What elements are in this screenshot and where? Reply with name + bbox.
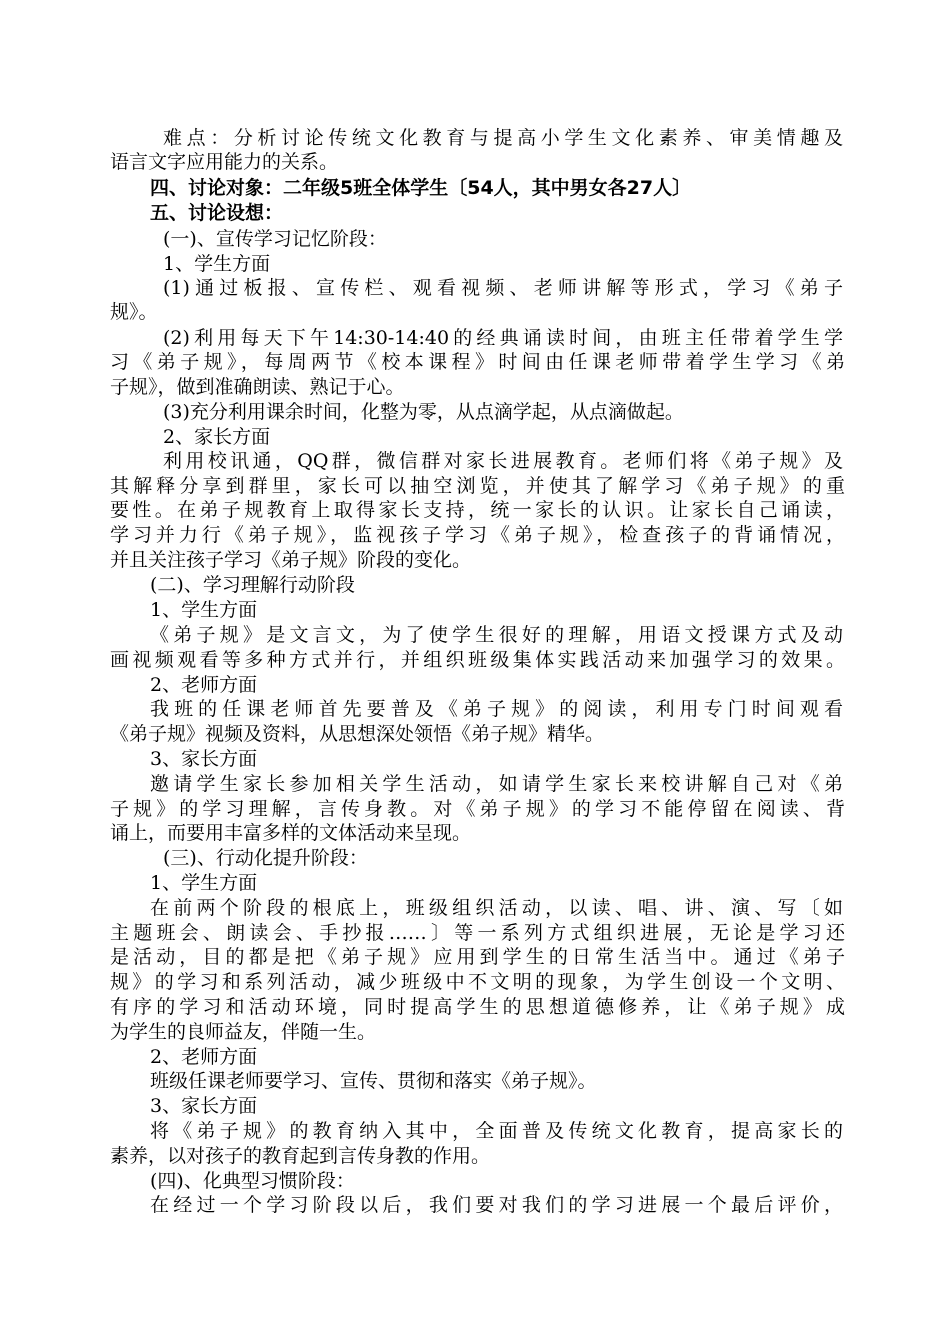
text-line: 在前两个阶段的根底上，班级组织活动，以读、唱、讲、演、写〔如: [150, 897, 843, 919]
subsection-heading: (二)、学习理解行动阶段: [150, 574, 355, 596]
text-line: 素养，以对孩子的教育起到言传身教的作用。: [110, 1145, 491, 1167]
text-line: (3)充分利用课余时间，化整为零，从点滴学起，从点滴做起。: [163, 401, 684, 423]
section-heading: 五、讨论设想：: [150, 202, 284, 224]
text-line: 并且关注孩子学习《弟子规》阶段的变化。: [110, 549, 472, 571]
text-line: 《弟子规》视频及资料，从思想深处领悟《弟子规》精华。: [110, 723, 605, 745]
text-line: 是活动，目的都是把《弟子规》应用到学生的日常生活当中。通过《弟子: [110, 946, 845, 968]
text-line: 画视频观看等多种方式并行，并组织班级集体实践活动来加强学习的效果。: [110, 649, 845, 671]
item-heading: 1、学生方面: [163, 253, 271, 275]
text-line: 在经过一个学习阶段以后，我们要对我们的学习进展一个最后评价，: [150, 1194, 843, 1216]
text-line: 班级任课老师要学习、宣传、贯彻和落实《弟子规》。: [150, 1070, 597, 1092]
item-heading: 3、家长方面: [150, 1095, 258, 1117]
text-line: 邀请学生家长参加相关学生活动，如请学生家长来校讲解自己对《弟: [150, 773, 843, 795]
text-line: 学习并力行《弟子规》，监视孩子学习《弟子规》，检查孩子的背诵情况，: [110, 524, 845, 546]
text-line: 有序的学习和活动环境，同时提高学生的思想道德修养，让《弟子规》成: [110, 996, 845, 1018]
subsection-heading: (一)、宣传学习记忆阶段：: [163, 228, 387, 250]
item-heading: 3、家长方面: [150, 748, 258, 770]
text-line: (1)通过板报、宣传栏、观看视频、老师讲解等形式，学习《弟子: [163, 277, 843, 299]
item-heading: 2、老师方面: [150, 674, 258, 696]
text-line: 子规》的学习理解，言传身教。对《弟子规》的学习不能停留在阅读、背: [110, 798, 845, 820]
text-line: 为学生的良师益友，伴随一生。: [110, 1021, 377, 1043]
text-line: 利用校讯通，QQ群，微信群对家长进展教育。老师们将《弟子规》及: [163, 450, 843, 472]
item-heading: 2、家长方面: [163, 426, 271, 448]
text-line: 习《弟子规》，每周两节《校本课程》时间由任课老师带着学生学习《弟: [110, 351, 845, 373]
text-line: 我班的任课老师首先要普及《弟子规》的阅读，利用专门时间观看: [150, 698, 843, 720]
item-heading: 1、学生方面: [150, 872, 258, 894]
text-line: 要性。在弟子规教育上取得家长支持，统一家长的认识。让家长自己诵读，: [110, 499, 845, 521]
subsection-heading: (四)、化典型习惯阶段：: [150, 1170, 355, 1192]
text-line: 规》的学习和系列活动，减少班级中不文明的现象，为学生创设一个文明、: [110, 971, 845, 993]
subsection-heading: (三)、行动化提升阶段：: [163, 847, 368, 869]
text-line: 诵上，而要用丰富多样的文体活动来呈现。: [110, 822, 472, 844]
text-line: 主题班会、朗读会、手抄报……〕等一系列方式组织进展，无论是学习还: [110, 922, 845, 944]
text-line: 难点：分析讨论传统文化教育与提高小学生文化素养、审美情趣及: [163, 127, 843, 149]
item-heading: 2、老师方面: [150, 1046, 258, 1068]
text-line: 语言文字应用能力的关系。: [110, 151, 339, 173]
item-heading: 1、学生方面: [150, 599, 258, 621]
section-heading: 四、讨论对象：二年级5班全体学生〔54人，其中男女各27人〕: [150, 177, 692, 199]
text-line: (2)利用每天下午14:30-14:40的经典诵读时间，由班主任带着学生学: [163, 327, 843, 349]
text-line: 子规》，做到准确朗读、熟记于心。: [110, 376, 405, 398]
text-line: 其解释分享到群里，家长可以抽空浏览，并使其了解学习《弟子规》的重: [110, 475, 845, 497]
text-line: 《弟子规》是文言文，为了使学生很好的理解，用语文授课方式及动: [150, 624, 843, 646]
text-line: 规》。: [110, 301, 158, 323]
text-line: 将《弟子规》的教育纳入其中，全面普及传统文化教育，提高家长的: [150, 1120, 843, 1142]
